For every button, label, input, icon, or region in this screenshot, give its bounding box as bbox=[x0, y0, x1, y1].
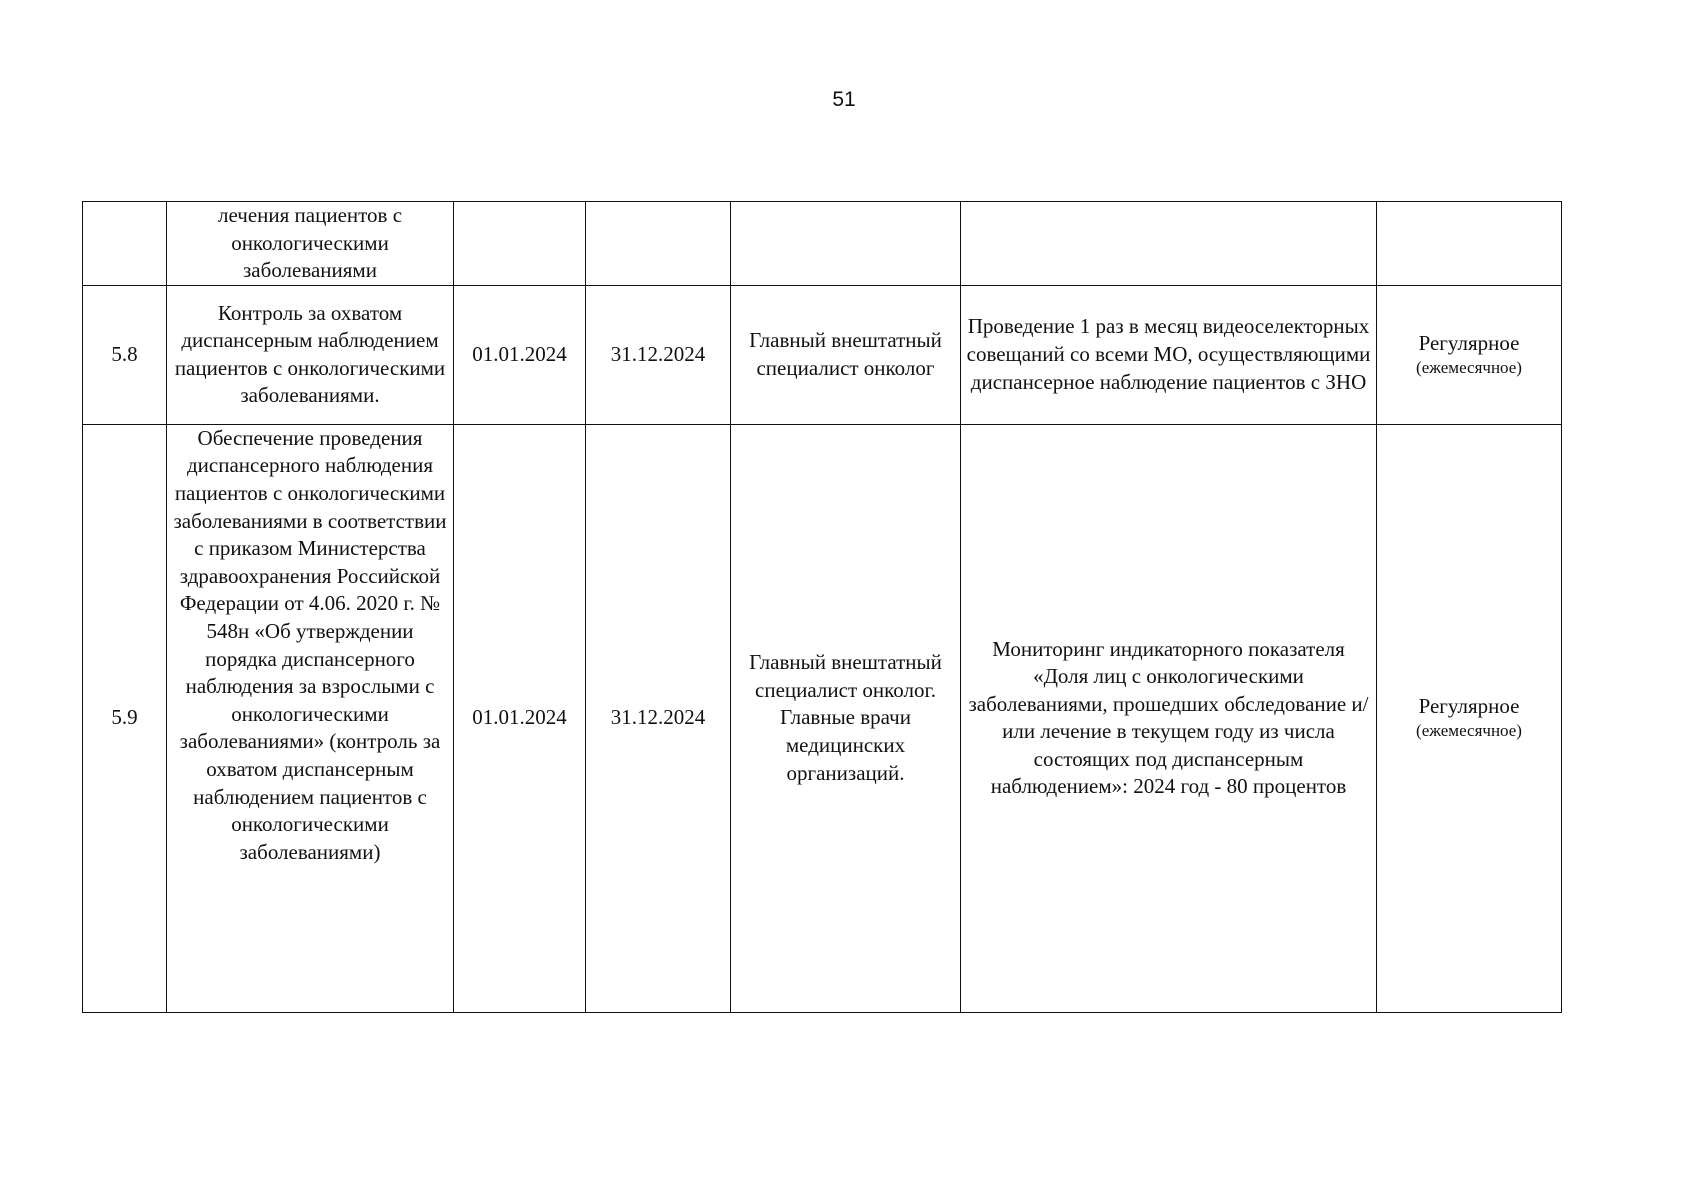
cell-responsible bbox=[731, 202, 961, 286]
cell-number: 5.8 bbox=[83, 285, 167, 424]
cell-number bbox=[83, 202, 167, 286]
table-row-5-8 bbox=[83, 285, 1562, 424]
table-row-continuation bbox=[83, 202, 1562, 286]
cell-end-date: 31.12.2024 bbox=[586, 424, 731, 1012]
cell-responsible: Главный внештатный специалист онколог. Главные врачи медицинских организаций. bbox=[731, 424, 961, 1012]
cell-start-date: 01.01.2024 bbox=[454, 285, 586, 424]
cell-result bbox=[961, 202, 1377, 286]
frequency-note: (ежемесячное) bbox=[1416, 357, 1522, 377]
cell-result: Проведение 1 раз в месяц видеоселекторных совещаний со всеми МО, осуществляющими диспансерное наблюдение пациентов с ЗНО bbox=[961, 285, 1377, 424]
cell-end-date: 31.12.2024 bbox=[586, 285, 731, 424]
cell-frequency bbox=[1377, 424, 1562, 1012]
table-row-5-9 bbox=[83, 424, 1562, 1012]
cell-start-date bbox=[454, 202, 586, 286]
cell-start-date: 01.01.2024 bbox=[454, 424, 586, 1012]
page-number: 51 bbox=[832, 88, 856, 111]
measures-table bbox=[82, 201, 1562, 1013]
cell-item: Контроль за охватом диспансерным наблюдением пациентов с онкологическими заболеваниями. bbox=[167, 285, 454, 424]
cell-result: Мониторинг индикаторного показателя «Доля лиц с онкологическими заболеваниями, прошедших обследование и/или лечение в текущем году из числа состоящих под диспансерным наблюдением»: 2024 год - 80 процентов bbox=[961, 424, 1377, 1012]
cell-responsible: Главный внештатный специалист онколог bbox=[731, 285, 961, 424]
cell-frequency bbox=[1377, 202, 1562, 286]
cell-item: Обеспечение проведения диспансерного наблюдения пациентов с онкологическими заболеваниями в соответствии с приказом Министерства здравоохранения Российской Федерации от 4.06. 2020 г. № 548н «Об утверждении порядка диспансерного наблюдения за взрослыми с онкологическими заболеваниями» (контроль за охватом диспансерным наблюдением пациентов с онкологическими заболеваниями) bbox=[167, 424, 454, 1012]
cell-number: 5.9 bbox=[83, 424, 167, 1012]
cell-item: лечения пациентов с онкологическими заболеваниями bbox=[167, 202, 454, 286]
frequency-label: Регулярное bbox=[1418, 330, 1520, 355]
frequency-label: Регулярное bbox=[1418, 694, 1520, 719]
frequency-note: (ежемесячное) bbox=[1416, 721, 1522, 741]
cell-frequency bbox=[1377, 285, 1562, 424]
cell-end-date bbox=[586, 202, 731, 286]
